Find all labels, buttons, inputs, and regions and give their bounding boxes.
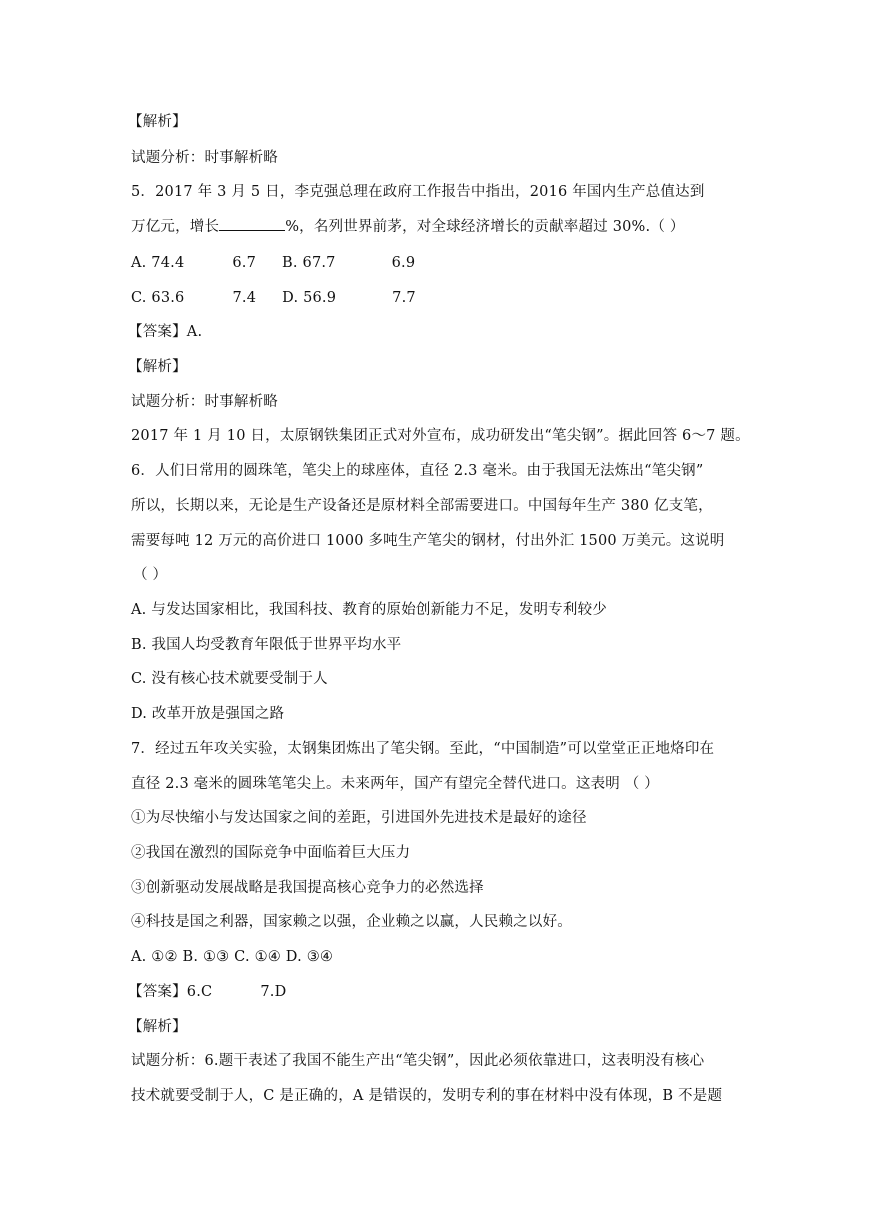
question-6-option-c: C. 没有核心技术就要受制于人: [131, 671, 328, 687]
analysis-text: 试题分析：6.题干表述了我国不能生产出“笔尖钢”，因此必须依靠进口，这表明没有核心: [131, 1053, 705, 1069]
statement-4: ④科技是国之利器，国家赖之以强，企业赖之以赢，人民赖之以好。: [131, 914, 572, 930]
option-a-value: 6.7: [232, 255, 257, 271]
question-5-options-ab: [131, 253, 751, 273]
analysis-heading: 【解析】: [128, 1019, 187, 1035]
material-intro: 2017 年 1 月 10 日，太原钢铁集团正式对外宣布，成功研发出“笔尖钢”。据此回答 6～7 题。: [131, 428, 750, 444]
option-c: C. 63.6: [131, 290, 185, 306]
question-6-stem-continued: 需要每吨 12 万元的高价进口 1000 多吨生产笔尖的钢材，付出外汇 1500 万美元。这说明: [131, 533, 725, 549]
option-c-value: 7.4: [232, 290, 257, 306]
question-6-stem-continued: 所以，长期以来，无论是生产设备还是原材料全部需要进口。中国每年生产 380 亿支笔，: [131, 498, 713, 514]
option-b: B. 67.7: [282, 255, 336, 271]
analysis-heading: 【解析】: [128, 114, 187, 130]
statement-1: ①为尽快缩小与发达国家之间的差距，引进国外先进技术是最好的途径: [131, 810, 587, 826]
question-6-stem: 6．人们日常用的圆珠笔，笔尖上的球座体，直径 2.3 毫米。由于我国无法炼出“笔尖钢”: [131, 463, 704, 479]
answer-7: 7.D: [260, 984, 287, 1000]
analysis-heading: 【解析】: [128, 359, 187, 375]
question-6-option-a: A. 与发达国家相比，我国科技、教育的原始创新能力不足，发明专利较少: [131, 602, 607, 618]
question-7-options: A. ①② B. ①③ C. ①④ D. ③④: [131, 949, 334, 965]
question-6-option-b: B. 我国人均受教育年限低于世界平均水平: [131, 637, 402, 653]
fill-in-blank: [219, 218, 285, 231]
question-5-text-before-blank: 万亿元，增长: [131, 219, 220, 235]
question-5-options-cd: [131, 288, 751, 308]
answer-bracket: （ ）: [133, 567, 168, 583]
statement-2: ②我国在激烈的国际竞争中面临着巨大压力: [131, 845, 411, 861]
question-7-stem-continued: 直径 2.3 毫米的圆珠笔笔尖上。未来两年，国产有望完全替代进口。这表明 （ ）: [131, 776, 659, 792]
option-d-value: 7.7: [392, 290, 416, 306]
statement-3: ③创新驱动发展战略是我国提高核心竞争力的必然选择: [131, 880, 484, 896]
analysis-text-continued: 技术就要受制于人，C 是正确的，A 是错误的，发明专利的事在材料中没有体现，B 不是题: [131, 1088, 723, 1104]
question-5-stem-continued: [131, 217, 751, 237]
option-a: A. 74.4: [131, 255, 185, 271]
answer-line: 【答案】A.: [128, 324, 203, 340]
question-5-stem: 5．2017 年 3 月 5 日，李克强总理在政府工作报告中指出，2016 年国内生产总值达到: [131, 184, 705, 200]
analysis-text: 试题分析：时事解析略: [131, 394, 278, 410]
question-6-option-d: D. 改革开放是强国之路: [131, 706, 285, 722]
question-7-stem: 7．经过五年攻关实验，太钢集团炼出了笔尖钢。至此，“中国制造”可以堂堂正正地烙印在: [131, 741, 715, 757]
option-d: D. 56.9: [282, 290, 337, 306]
question-5-text-after-blank: %，名列世界前茅，对全球经济增长的贡献率超过 30%.（ ）: [285, 219, 685, 235]
analysis-text: 试题分析：时事解析略: [131, 150, 278, 166]
answer-6: 【答案】6.C: [128, 984, 213, 1000]
option-b-value: 6.9: [391, 255, 416, 271]
answer-line: [128, 982, 748, 1002]
